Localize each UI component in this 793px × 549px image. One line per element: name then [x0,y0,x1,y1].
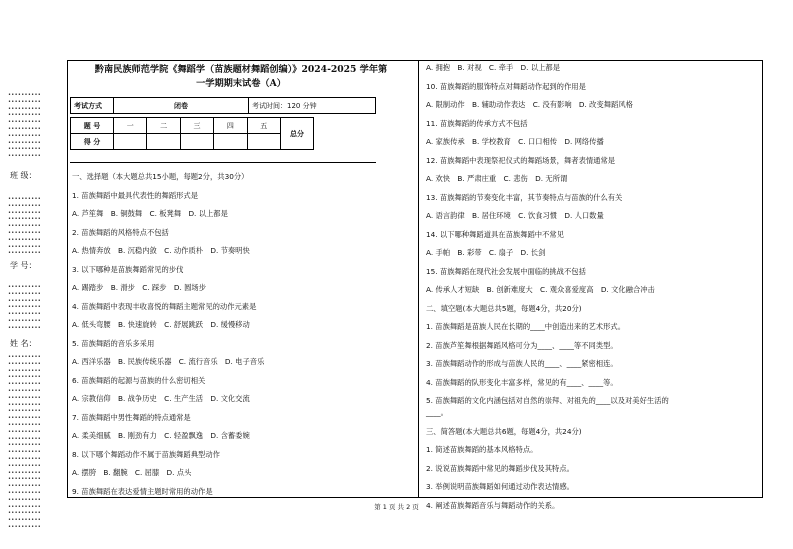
exam-title-line1: 黔南民族师范学院《舞蹈学（苗族题材舞蹈创编）》2024-2025 学年第 [94,64,388,75]
question-line: 5. 苗族舞蹈的音乐多采用 [72,338,155,348]
options-line: A. 热情奔放 B. 沉稳内敛 C. 动作质朴 D. 节奏明快 [72,246,250,255]
exam-title [70,63,412,91]
score-cell-1[interactable] [114,134,147,150]
total-score-label: 总分 [281,118,314,150]
question-line: 14. 以下哪种舞蹈道具在苗族舞蹈中不常见 [426,229,564,239]
fill-blank-line: 3. 苗族舞蹈动作的形成与苗族人民的____、____紧密相连。 [426,359,618,368]
exam-time: 考试时间：120 分钟 [249,98,376,114]
short-answer-line: 1. 简述苗族舞蹈的基本风格特点。 [426,445,538,454]
question-line: 2. 苗族舞蹈的风格特点不包括 [72,227,169,237]
options-line: A. 芦笙舞 B. 铜鼓舞 C. 板凳舞 D. 以上都是 [72,209,228,218]
student-id-label: 学 号： [10,261,37,270]
options-line: A. 传承人才短缺 B. 创新难度大 C. 观众喜爱度高 D. 文化融合冲击 [426,285,655,294]
options-line: A. 欢快 B. 严肃庄重 C. 悲伤 D. 无所谓 [426,174,568,183]
question-line: 7. 苗族舞蹈中男性舞蹈的特点通常是 [72,412,191,422]
score-table [70,117,314,150]
section-5-header: 五 [247,118,280,134]
section-two-heading: 二、填空题(本大题总共5题，每题4分，共20分) [426,303,582,313]
question-number-label: 题 号 [71,118,114,134]
short-answer-line: 2. 说说苗族舞蹈中常见的舞蹈步伐及其特点。 [426,463,574,473]
binding-dots-mid2: •••••••••• •••••••••• •••••••••• •••••••••• •••••••••• •••••••••• •••••••••• [8,284,42,331]
score-cell-4[interactable] [214,134,247,150]
exam-method-label: 考试方式 [71,98,114,114]
exam-title-line2: 一学期期末试卷（A） [196,78,286,89]
left-column [72,171,412,504]
score-row-label: 得 分 [71,134,114,150]
class-label: 班 级： [10,171,37,180]
options-line: A. 踢踏步 B. 滑步 C. 踩步 D. 圆场步 [72,283,206,292]
fill-blank-line: 1. 苗族舞蹈是苗族人民在长期的____中创造出来的艺术形式。 [426,322,625,331]
binding-dots-top: •••••••••• •••••••••• •••••••••• •••••••••• •••••••••• •••••••••• •••••••••• •••••••••• •••••••••• •••••••••• [8,92,42,160]
fill-blank-line: 2. 苗族芦笙舞根据舞蹈风格可分为____、____等不同类型。 [426,340,618,350]
column-divider [418,60,419,498]
options-line: A. 柔美细腻 B. 刚劲有力 C. 轻盈飘逸 D. 含蓄委婉 [72,431,250,440]
question-line: 6. 苗族舞蹈的起源与苗族的什么密切相关 [72,375,206,385]
exam-info-table [70,97,376,114]
fill-blank-line: ____。 [426,408,448,417]
options-line: A. 拥抱 B. 对视 C. 牵手 D. 以上都是 [426,63,560,72]
question-line: 12. 苗族舞蹈中表现祭祀仪式的舞蹈场景，舞者表情通常是 [426,155,616,165]
question-line: 9. 苗族舞蹈在表达爱情主题时常用的动作是 [72,486,213,496]
short-answer-line: 3. 举例说明苗族舞蹈如何通过动作表达情感。 [426,482,574,491]
options-line: A. 低头弯腰 B. 快速旋转 C. 舒展跳跃 D. 缓慢移动 [72,320,250,329]
question-line: 8. 以下哪个舞蹈动作不属于苗族舞蹈典型动作 [72,449,220,459]
section-2-header: 二 [147,118,180,134]
section-1-header: 一 [114,118,147,134]
section-three-heading: 三、简答题(本大题总共6题，每题4分，共24分) [426,426,582,436]
options-line: A. 家族传承 B. 学校教育 C. 口口相传 D. 网络传播 [426,137,604,146]
question-line: 13. 苗族舞蹈的节奏变化丰富，其节奏特点与苗族的什么有关 [426,192,623,202]
score-cell-2[interactable] [147,134,180,150]
score-cell-5[interactable] [247,134,280,150]
options-line: A. 西洋乐器 B. 民族传统乐器 C. 流行音乐 D. 电子音乐 [72,357,265,366]
score-cell-3[interactable] [180,134,213,150]
header-rule [70,162,376,163]
fill-blank-line: 4. 苗族舞蹈的队形变化丰富多样，常见的有____、____等。 [426,377,618,387]
section-one-heading: 一、选择题（本大题总共15小题，每题2分，共30分） [72,172,249,181]
fill-blank-line: 5. 苗族舞蹈的文化内涵包括对自然的崇拜、对祖先的____以及对美好生活的 [426,396,669,405]
name-label: 姓 名： [10,339,37,348]
section-4-header: 四 [214,118,247,134]
binding-strip [8,92,58,532]
question-line: 1. 苗族舞蹈中最具代表性的舞蹈形式是 [72,190,199,200]
binding-dots-bottom: •••••••••• •••••••••• •••••••••• •••••••••• •••••••••• •••••••••• •••••••••• •••••••••• •••••••••• •••••••••• •••••••••• •••••••••• •••••••••• •••••••••• •••••••••• •••••••••• •••••••••• •••••••••• •••••••••• •••••••••• •••••••••• •••••••••• •••••••••• •••••••••• •••••••••• •••••••••• [8,354,42,530]
right-column [426,62,760,518]
question-line: 10. 苗族舞蹈的服饰特点对舞蹈动作起到的作用是 [426,81,586,91]
question-line: 4. 苗族舞蹈中表现丰收喜悦的舞蹈主题常见的动作元素是 [72,301,257,311]
options-line: A. 宗教信仰 B. 战争历史 C. 生产生活 D. 文化交流 [72,394,250,403]
exam-method-value: 闭卷 [114,98,249,114]
question-line: 3. 以下哪种是苗族舞蹈常见的步伐 [72,264,184,274]
options-line: A. 摆胯 B. 翻腕 C. 屈膝 D. 点头 [72,468,192,477]
options-line: A. 语言韵律 B. 居住环境 C. 饮食习惯 D. 人口数量 [426,211,604,220]
page-footer: 第 1 页 共 2 页 [374,503,419,511]
options-line: A. 手帕 B. 彩带 C. 扇子 D. 长剑 [426,248,546,257]
short-answer-line: 4. 阐述苗族舞蹈音乐与舞蹈动作的关系。 [426,500,560,510]
section-3-header: 三 [180,118,213,134]
options-line: A. 限制动作 B. 辅助动作表达 C. 没有影响 D. 改变舞蹈风格 [426,100,633,109]
binding-dots-mid1: •••••••••• •••••••••• •••••••••• •••••••••• •••••••••• •••••••••• •••••••••• •••••••••• •••••••••• [8,196,42,257]
question-line: 15. 苗族舞蹈在现代社会发展中面临的挑战不包括 [426,266,586,276]
question-line: 11. 苗族舞蹈的传承方式不包括 [426,118,528,128]
